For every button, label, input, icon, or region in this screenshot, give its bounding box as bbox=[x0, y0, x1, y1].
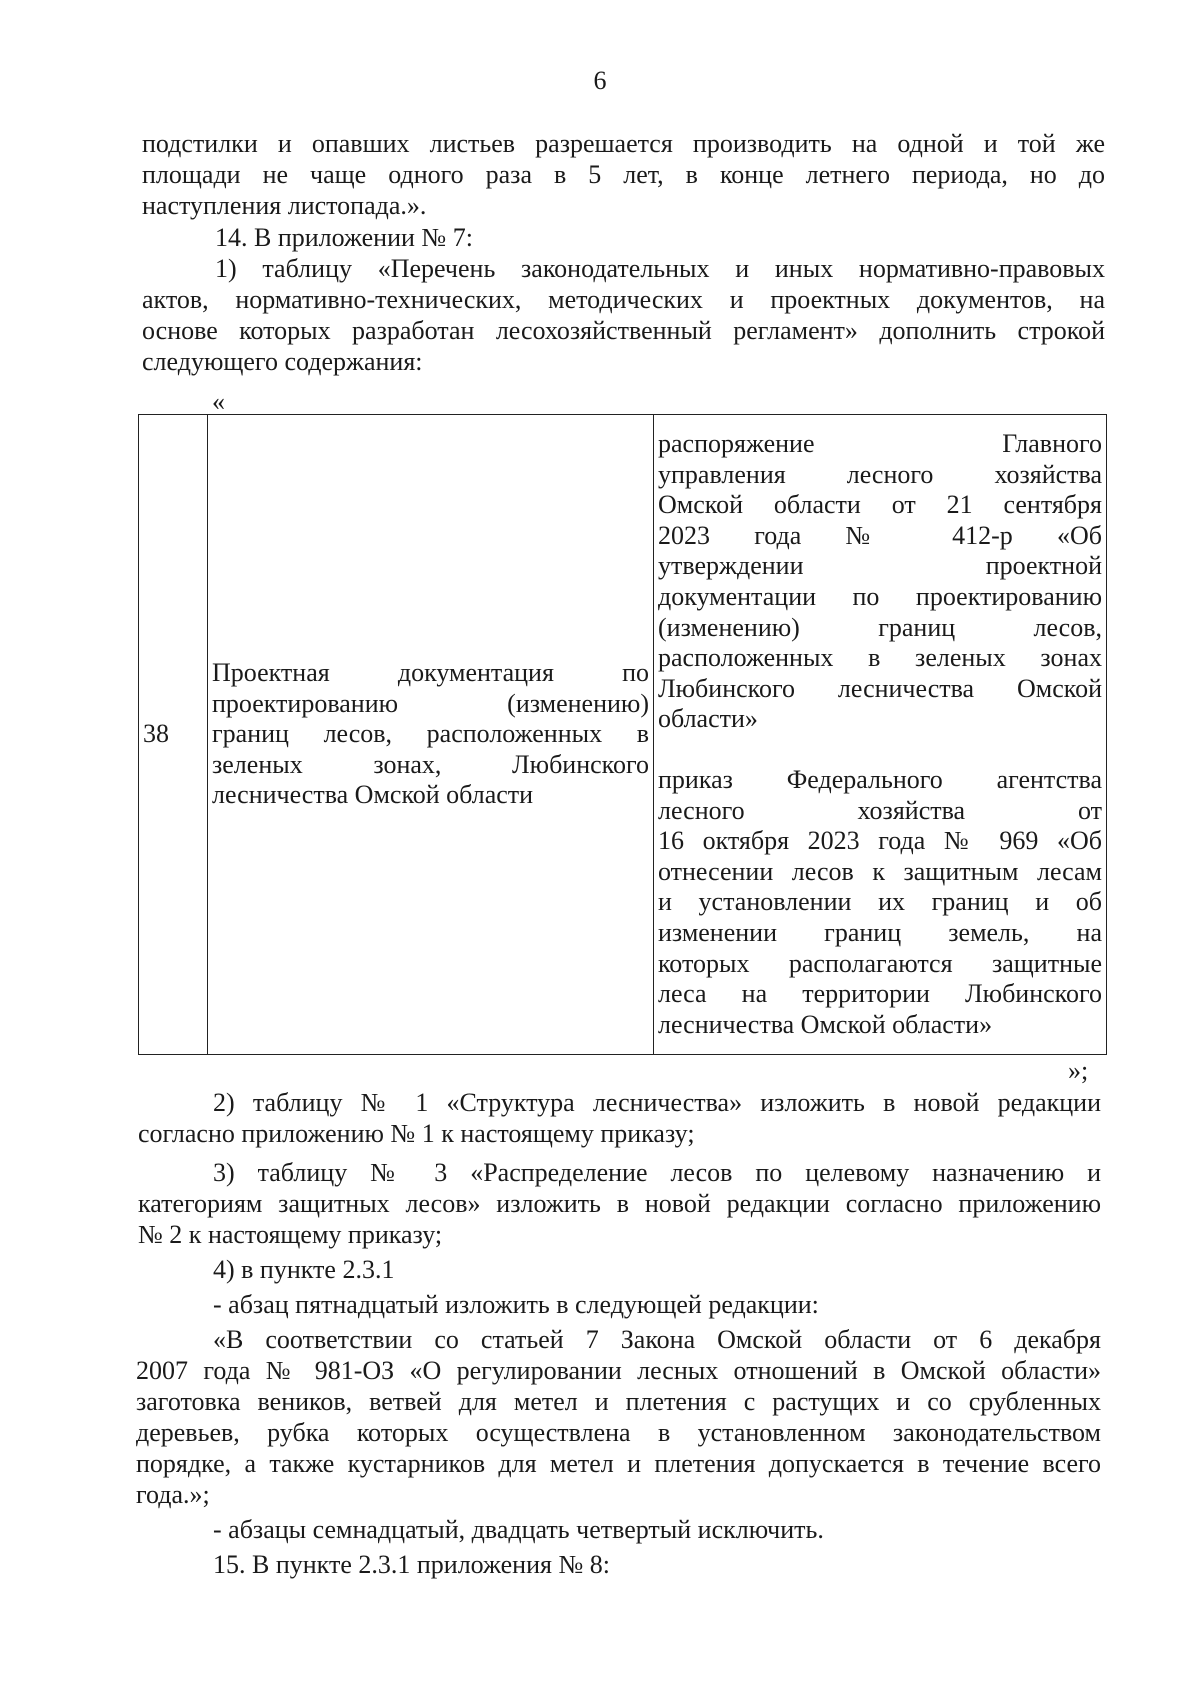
text-line: основе которых разработан лесохозяйственный регламент» дополнить строкой bbox=[142, 316, 1105, 345]
cell-line: изменении границ земель, на bbox=[658, 917, 1102, 947]
text-line: 15. В пункте 2.3.1 приложения № 8: bbox=[213, 1550, 610, 1579]
text-line: года.»; bbox=[136, 1480, 210, 1509]
text-line: наступления листопада.». bbox=[142, 191, 427, 220]
text-line: заготовка веников, ветвей для метел и плетения с растущих и со срубленных bbox=[136, 1387, 1101, 1416]
text-line: подстилки и опавших листьев разрешается производить на одной и той же bbox=[142, 129, 1105, 158]
cell-line: утверждении проектной bbox=[658, 551, 1102, 581]
text-line: следующего содержания: bbox=[142, 347, 423, 376]
text-line: актов, нормативно-технических, методических и проектных документов, на bbox=[142, 285, 1105, 314]
text-line: 4) в пункте 2.3.1 bbox=[213, 1255, 395, 1284]
document-details-cell bbox=[654, 415, 1107, 1055]
row-number-cell bbox=[139, 415, 208, 1055]
cell-line: области» bbox=[658, 704, 758, 734]
text-line: 2007 года № 981-ОЗ «О регулировании лесных отношений в Омской области» bbox=[136, 1356, 1101, 1385]
cell-line: лесничества Омской области bbox=[212, 780, 534, 810]
cell-line: Омской области от 21 сентября bbox=[658, 490, 1102, 520]
page-number: 6 bbox=[593, 66, 607, 95]
table-row bbox=[139, 415, 1107, 1055]
cell-line: (изменению) границ лесов, bbox=[658, 612, 1102, 642]
close-quote: »; bbox=[1068, 1056, 1089, 1085]
text-line: 1) таблицу «Перечень законодательных и иных нормативно-правовых bbox=[215, 254, 1105, 283]
cell-line: отнесении лесов к защитным лесам bbox=[658, 856, 1102, 886]
cell-line: приказ Федерального агентства bbox=[658, 764, 1102, 794]
cell-line: Проектная документация по bbox=[212, 658, 649, 688]
regulation-table bbox=[138, 414, 1107, 1055]
item-14-heading: 14. В приложении № 7: bbox=[215, 223, 473, 252]
text-line: 3) таблицу № 3 «Распределение лесов по целевому назначению и bbox=[213, 1158, 1101, 1187]
text-line: № 2 к настоящему приказу; bbox=[138, 1220, 443, 1249]
text-line: 2) таблицу № 1 «Структура лесничества» изложить в новой редакции bbox=[213, 1088, 1101, 1117]
text-line: деревьев, рубка которых осуществлена в установленном законодательством bbox=[136, 1418, 1101, 1447]
cell-line: проектированию (изменению) bbox=[212, 688, 649, 718]
cell-line: документации по проектированию bbox=[658, 581, 1102, 611]
cell-line: зеленых зонах, Любинского bbox=[212, 749, 649, 779]
cell-line: и установлении их границ и об bbox=[658, 887, 1102, 917]
text-line: - абзацы семнадцатый, двадцать четвертый исключить. bbox=[213, 1515, 824, 1544]
cell-line: расположенных в зеленых зонах bbox=[658, 643, 1102, 673]
text-line: - абзац пятнадцатый изложить в следующей редакции: bbox=[213, 1290, 819, 1319]
cell-line: Любинского лесничества Омской bbox=[658, 673, 1102, 703]
cell-line: 16 октября 2023 года № 969 «Об bbox=[658, 826, 1102, 856]
text-line: категориям защитных лесов» изложить в новой редакции согласно приложению bbox=[138, 1189, 1101, 1218]
cell-line: распоряжение Главного bbox=[658, 429, 1102, 458]
cell-line: управления лесного хозяйства bbox=[658, 459, 1102, 489]
text-line: согласно приложению № 1 к настоящему приказу; bbox=[138, 1119, 695, 1148]
cell-line: которых располагаются защитные bbox=[658, 948, 1102, 978]
open-quote: « bbox=[212, 387, 225, 416]
paragraph-gap bbox=[658, 735, 1102, 765]
cell-line: границ лесов, расположенных в bbox=[212, 719, 649, 749]
text-line: «В соответствии со статьей 7 Закона Омской области от 6 декабря bbox=[213, 1325, 1101, 1354]
document-name-cell bbox=[208, 415, 654, 1055]
cell-line: леса на территории Любинского bbox=[658, 979, 1102, 1009]
text-line: порядке, а также кустарников для метел и плетения допускается в течение всего bbox=[136, 1449, 1101, 1478]
cell-line: лесничества Омской области» bbox=[658, 1009, 993, 1039]
row-number: 38 bbox=[143, 719, 169, 749]
cell-line: 2023 года № 412-р «Об bbox=[658, 520, 1102, 550]
text-line: площади не чаще одного раза в 5 лет, в конце летнего периода, но до bbox=[142, 160, 1105, 189]
cell-line: лесного хозяйства от bbox=[658, 795, 1102, 825]
